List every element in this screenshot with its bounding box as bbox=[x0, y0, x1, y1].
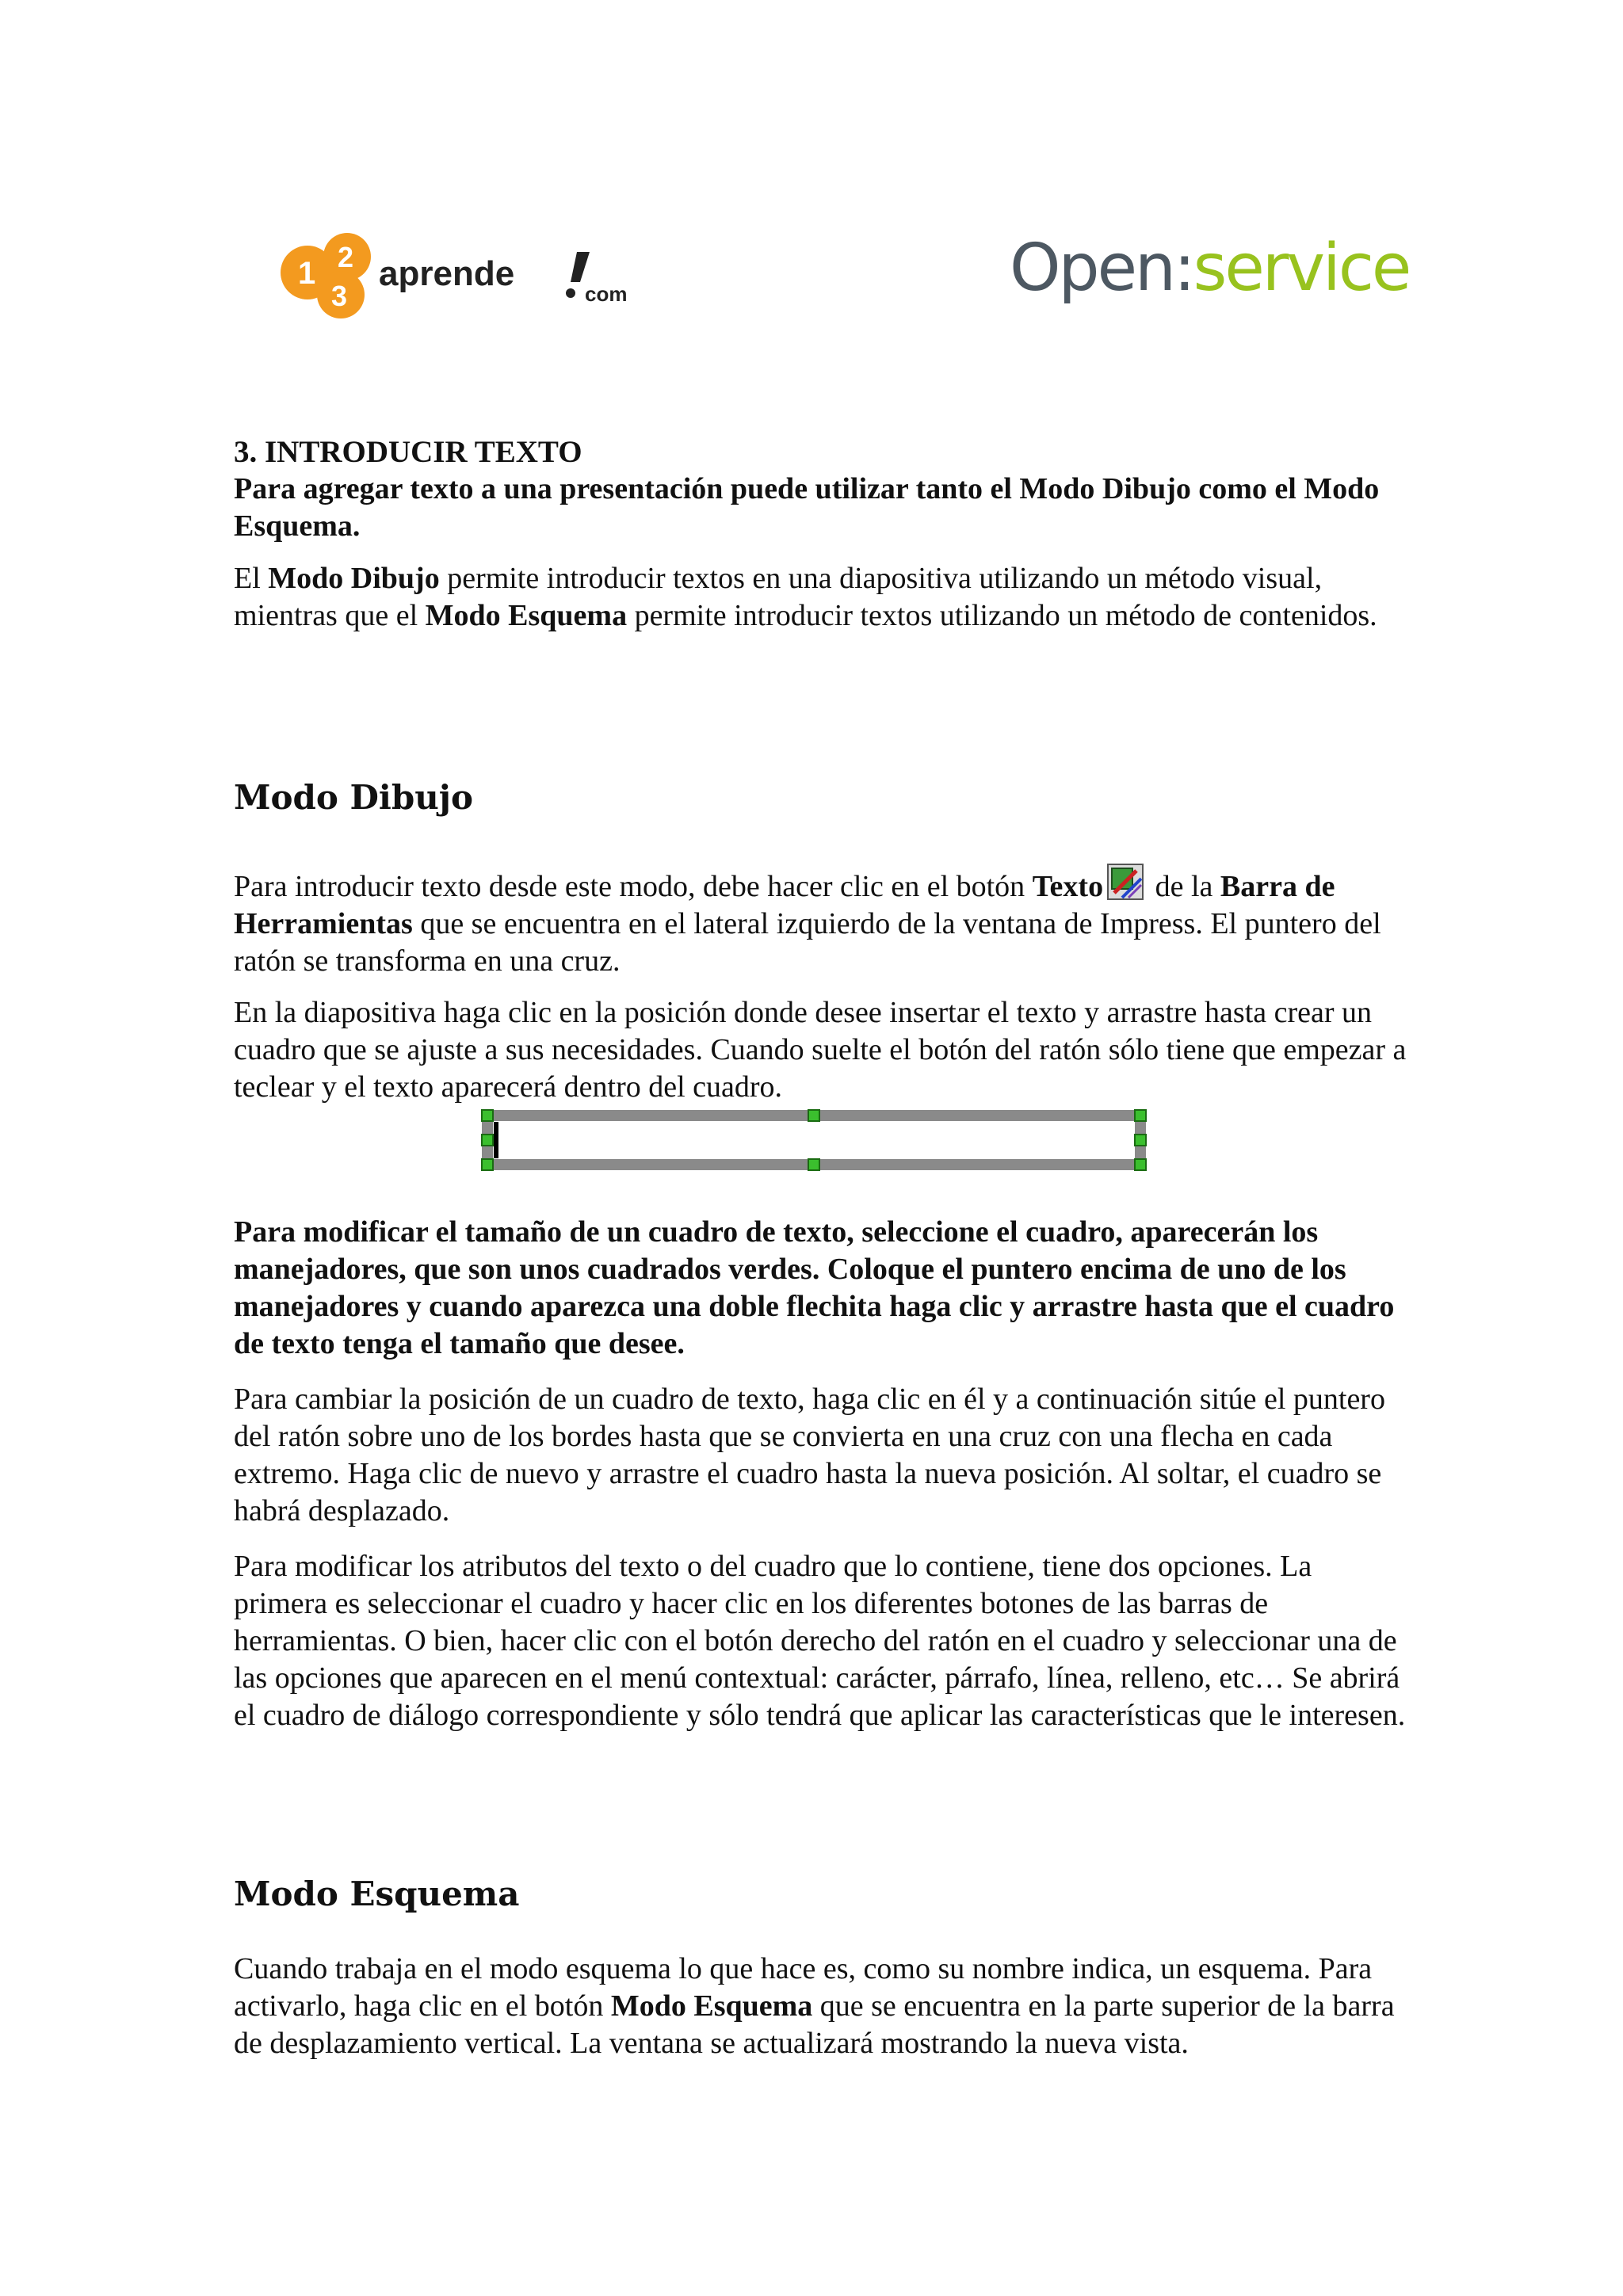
esquema-bold-modo-esquema: Modo Esquema bbox=[610, 1989, 813, 2023]
logo-open-text: Open: bbox=[1010, 231, 1193, 306]
handle-bottom-left bbox=[482, 1159, 493, 1170]
intro-paragraph bbox=[234, 560, 1407, 635]
esquema-text-1: Cuando trabaja en el modo esquema lo que hace es, como su nombre indica, un esquema. Para activarlo, haga clic en el botón bbox=[234, 1952, 1373, 2023]
logo-suffix: com bbox=[585, 282, 628, 306]
esquema-text-2: que se encuentra en la parte superior de la barra de desplazamiento vertical. La ventana se actualizará mostrando la nueva vista. bbox=[234, 1989, 1395, 2060]
intro-text-3: permite introducir textos utilizando un método de contenidos. bbox=[627, 599, 1377, 632]
handle-bottom-mid bbox=[808, 1159, 819, 1170]
section-lead: Para agregar texto a una presentación puede utilizar tanto el Modo Dibujo como el Modo Esquema. bbox=[234, 472, 1380, 543]
handle-mid-right bbox=[1135, 1135, 1146, 1146]
intro-bold-modo-dibujo: Modo Dibujo bbox=[268, 562, 440, 595]
logo-number-3: 3 bbox=[331, 280, 348, 312]
handle-top-mid bbox=[808, 1110, 819, 1121]
logo-word: aprende bbox=[379, 254, 515, 293]
paragraph-modificar-tamano: Para modificar el tamaño de un cuadro de texto, seleccione el cuadro, aparecerán los manejadores, que son unos cuadrados verdes. Coloque el puntero encima de uno de los manejadores y cuando aparezca una doble flechita haga clic y arrastre hasta que el cuadro de texto tenga el tamaño que desee. bbox=[234, 1215, 1395, 1360]
handle-mid-left bbox=[482, 1135, 493, 1146]
paragraph-diapositiva: En la diapositiva haga clic en la posición donde desee insertar el texto y arrastre hasta crear un cuadro que se ajuste a sus necesidades. Cuando suelte el botón del ratón sólo tiene que empezar a teclear y el texto aparecerá dentro del cuadro. bbox=[234, 996, 1407, 1104]
handle-top-right bbox=[1135, 1110, 1146, 1121]
texto-text-2: de la bbox=[1148, 870, 1220, 903]
texto-bold-barra: Barra de Herramientas bbox=[234, 870, 1335, 940]
heading-modo-esquema: Modo Esquema bbox=[234, 1875, 520, 1913]
openservice-logo bbox=[1005, 222, 1410, 317]
logo-number-1: 1 bbox=[298, 256, 316, 291]
intro-bold-modo-esquema: Modo Esquema bbox=[425, 599, 628, 632]
paragraph-boton-texto bbox=[234, 863, 1407, 980]
paragraph-cambiar-posicion: Para cambiar la posición de un cuadro de texto, haga clic en él y a continuación sitúe el puntero del ratón sobre uno de los bordes hasta que se convierta en una cruz con una flecha en cada extremo. Haga clic de nuevo y arrastre el cuadro hasta la nueva posición. Al soltar, el cuadro se habrá desplazado. bbox=[234, 1383, 1385, 1527]
section-title: 3. INTRODUCIR TEXTO bbox=[234, 435, 582, 469]
paragraph-atributos: Para modificar los atributos del texto o del cuadro que lo contiene, tiene dos opciones. La primera es seleccionar el cuadro y hacer clic en los diferentes botones de las barras de herramientas. O bien, hacer clic con el botón derecho del ratón en el cuadro y seleccionar una de las opciones que aparecen en el menú contextual: carácter, párrafo, línea, relleno, etc… Se abrirá el cuadro de diálogo correspondiente y sólo tendrá que aplicar las características que le interesen. bbox=[234, 1550, 1406, 1732]
texto-text-3: que se encuentra en el lateral izquierdo de la ventana de Impress. El puntero del ratón se transforma en una cruz. bbox=[234, 907, 1381, 978]
heading-modo-dibujo: Modo Dibujo bbox=[234, 778, 473, 817]
texto-bold-texto: Texto bbox=[1032, 870, 1104, 903]
text-box-illustration bbox=[481, 1109, 1147, 1171]
logo-service-text: service bbox=[1193, 231, 1410, 306]
texto-text-1: Para introducir texto desde este modo, debe hacer clic en el botón bbox=[234, 870, 1033, 903]
paragraph-modo-esquema bbox=[234, 1951, 1407, 2062]
text-tool-icon bbox=[1106, 863, 1144, 901]
handle-bottom-right bbox=[1135, 1159, 1146, 1170]
intro-text-1: El bbox=[234, 562, 269, 595]
handle-top-left bbox=[482, 1110, 493, 1121]
svg-text:Open:service bbox=[1010, 231, 1409, 306]
intro-text-2: permite introducir textos en una diapositiva utilizando un método visual, mientras que el bbox=[234, 562, 1323, 632]
aprende-logo bbox=[269, 227, 682, 322]
logo-number-2: 2 bbox=[338, 241, 354, 273]
